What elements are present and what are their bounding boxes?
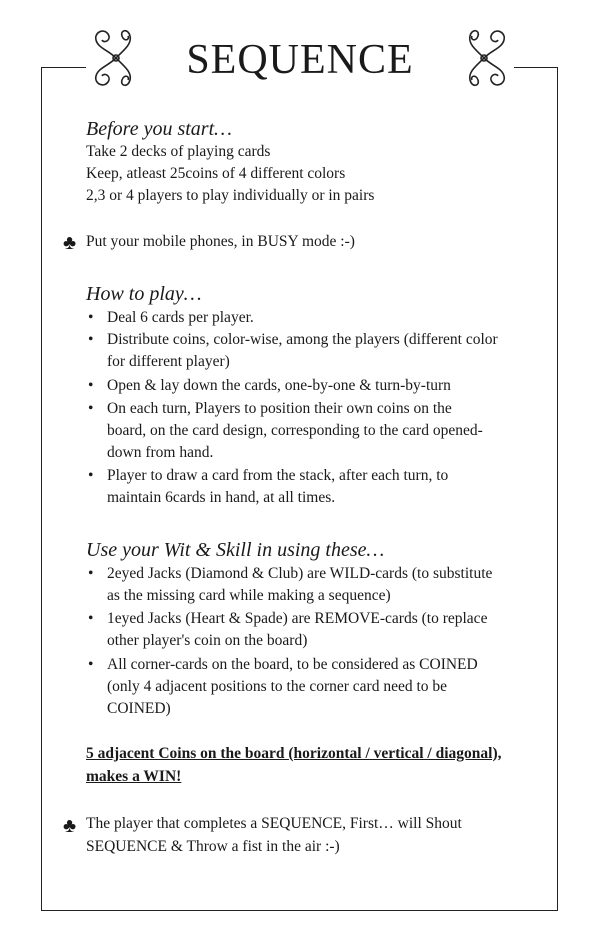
list-item-line: Deal 6 cards per player.	[107, 309, 254, 326]
bullet-icon: •	[88, 309, 94, 326]
list-item-line: All corner-cards on the board, to be considered as COINED	[107, 656, 478, 673]
bullet-icon: •	[88, 331, 94, 348]
section-heading-how: How to play…	[86, 283, 202, 305]
bullet-icon: •	[88, 377, 94, 394]
club-icon: ♣	[63, 815, 77, 837]
text-line: 2,3 or 4 players to play individually or in pairs	[86, 187, 375, 204]
list-item-line: board, on the card design, corresponding to the card opened-	[107, 422, 483, 439]
list-item-line: as the missing card while making a sequence)	[107, 587, 391, 604]
section-heading-before: Before you start…	[86, 118, 232, 140]
list-item-line: Distribute coins, color-wise, among the players (different color	[107, 331, 498, 348]
bullet-icon: •	[88, 610, 94, 627]
list-item-line: COINED)	[107, 700, 171, 717]
list-item-line: 2eyed Jacks (Diamond & Club) are WILD-cards (to substitute	[107, 565, 493, 582]
page-title: SEQUENCE	[186, 37, 414, 83]
list-item-line: for different player)	[107, 353, 230, 370]
flourish-ornament-icon	[450, 22, 514, 94]
list-item-line: maintain 6cards in hand, at all times.	[107, 489, 336, 506]
bullet-icon: •	[88, 656, 94, 673]
text-line: Take 2 decks of playing cards	[86, 143, 271, 160]
final-note-line: The player that completes a SEQUENCE, First… will Shout	[86, 815, 462, 832]
bullet-icon: •	[88, 467, 94, 484]
list-item-line: 1eyed Jacks (Heart & Spade) are REMOVE-cards (to replace	[107, 610, 488, 627]
list-item-line: Open & lay down the cards, one-by-one & turn-by-turn	[107, 377, 451, 394]
win-condition-line: 5 adjacent Coins on the board (horizontal / vertical / diagonal),	[86, 745, 502, 762]
list-item-line: On each turn, Players to position their own coins on the	[107, 400, 452, 417]
bullet-icon: •	[88, 565, 94, 582]
section-heading-skill: Use your Wit & Skill in using these…	[86, 539, 385, 561]
club-icon: ♣	[63, 232, 77, 254]
text-line: Keep, atleast 25coins of 4 different colors	[86, 165, 346, 182]
final-note-line: SEQUENCE & Throw a fist in the air :-)	[86, 838, 340, 855]
list-item-line: Player to draw a card from the stack, after each turn, to	[107, 467, 449, 484]
list-item-line: down from hand.	[107, 444, 214, 461]
note-line: Put your mobile phones, in BUSY mode :-)	[86, 233, 355, 250]
flourish-ornament-icon	[86, 22, 150, 94]
list-item-line: (only 4 adjacent positions to the corner card need to be	[107, 678, 448, 695]
list-item-line: other player's coin on the board)	[107, 632, 308, 649]
win-condition-line: makes a WIN!	[86, 768, 182, 785]
bullet-icon: •	[88, 400, 94, 417]
